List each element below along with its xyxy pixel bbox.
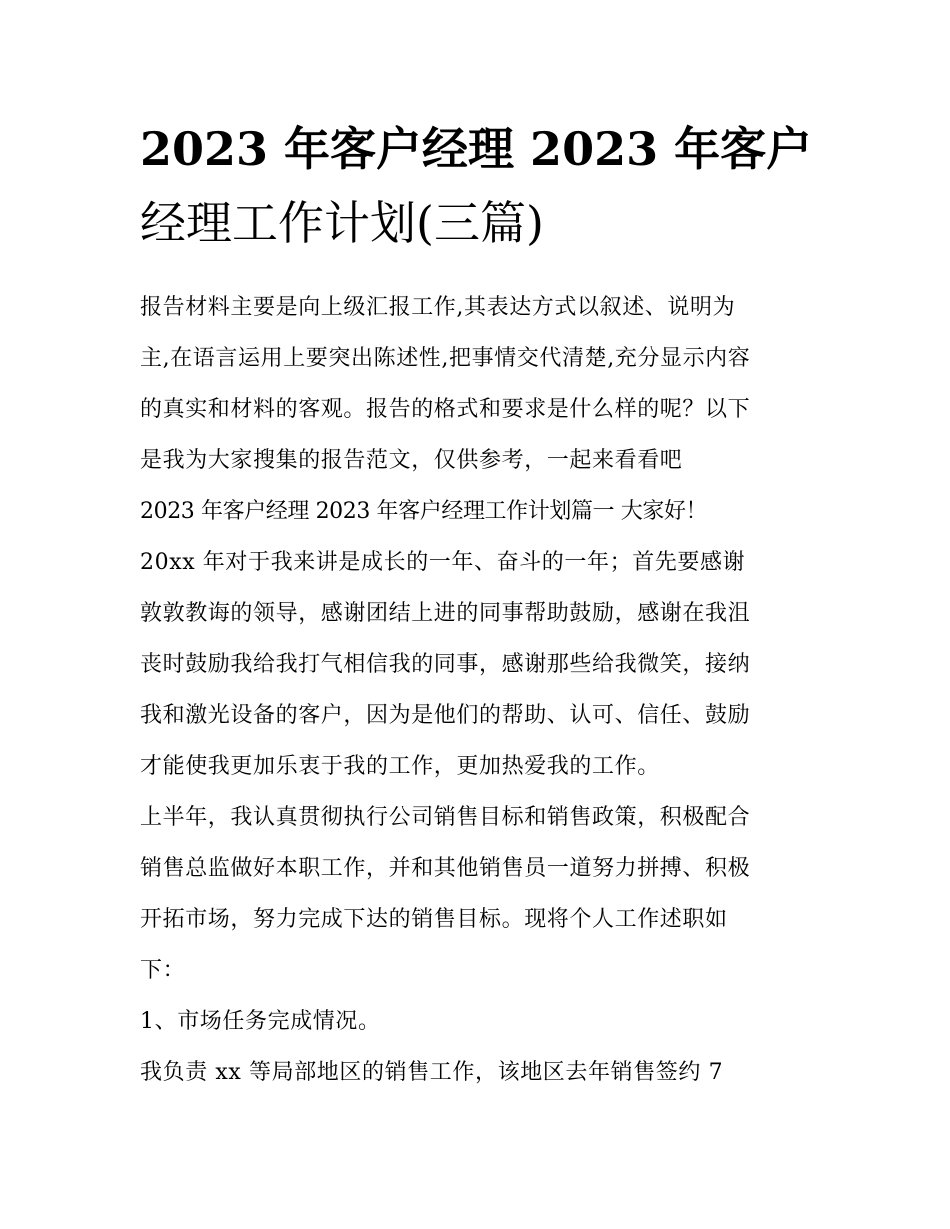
body-line: 20xx 年对于我来讲是成长的一年、奋斗的一年；首先要感谢 [140,550,746,575]
body-line: 丧时鼓励我给我打气相信我的同事，感谢那些给我微笑，接纳 [140,652,751,677]
title-line-1-bold: 2023 年客户经理 2023 年客户 [140,122,813,176]
body-line: 1、市场任务完成情况。 [140,1009,381,1034]
title-line-1 [140,112,820,186]
body-line: 我和激光设备的客户，因为是他们的帮助、认可、信任、鼓励 [140,703,751,728]
title-line-2-text: 经理工作计划(三篇) [140,196,544,250]
body-line: 报告材料主要是向上级汇报工作,其表达方式以叙述、说明为 [140,295,736,320]
body-line: 销售总监做好本职工作，并和其他销售员一道努力拼搏、积极 [140,856,751,881]
body-line: 2023 年客户经理 2023 年客户经理工作计划篇一 大家好！ [140,499,708,524]
body-line: 敦敦教诲的领导，感谢团结上进的同事帮助鼓励，感谢在我沮 [140,601,751,626]
body-line: 开拓市场，努力完成下达的销售目标。现将个人工作述职如 [140,907,728,932]
body-line: 我负责 xx 等局部地区的销售工作，该地区去年销售签约 7 [140,1060,724,1085]
document-body [140,282,820,1098]
body-line: 的真实和材料的客观。报告的格式和要求是什么样的呢？以下 [140,397,751,422]
body-line: 才能使我更加乐衷于我的工作，更加热爱我的工作。 [140,754,660,779]
title-line-2 [140,186,820,260]
body-line: 是我为大家搜集的报告范文，仅供参考，一起来看看吧 [140,448,683,473]
document-content [140,112,820,1098]
body-line: 主,在语言运用上要突出陈述性,把事情交代清楚,充分显示内容 [140,346,751,371]
body-line: 上半年，我认真贯彻执行公司销售目标和销售政策，积极配合 [140,805,751,830]
body-line: 下： [140,958,186,983]
document-title [140,112,820,260]
